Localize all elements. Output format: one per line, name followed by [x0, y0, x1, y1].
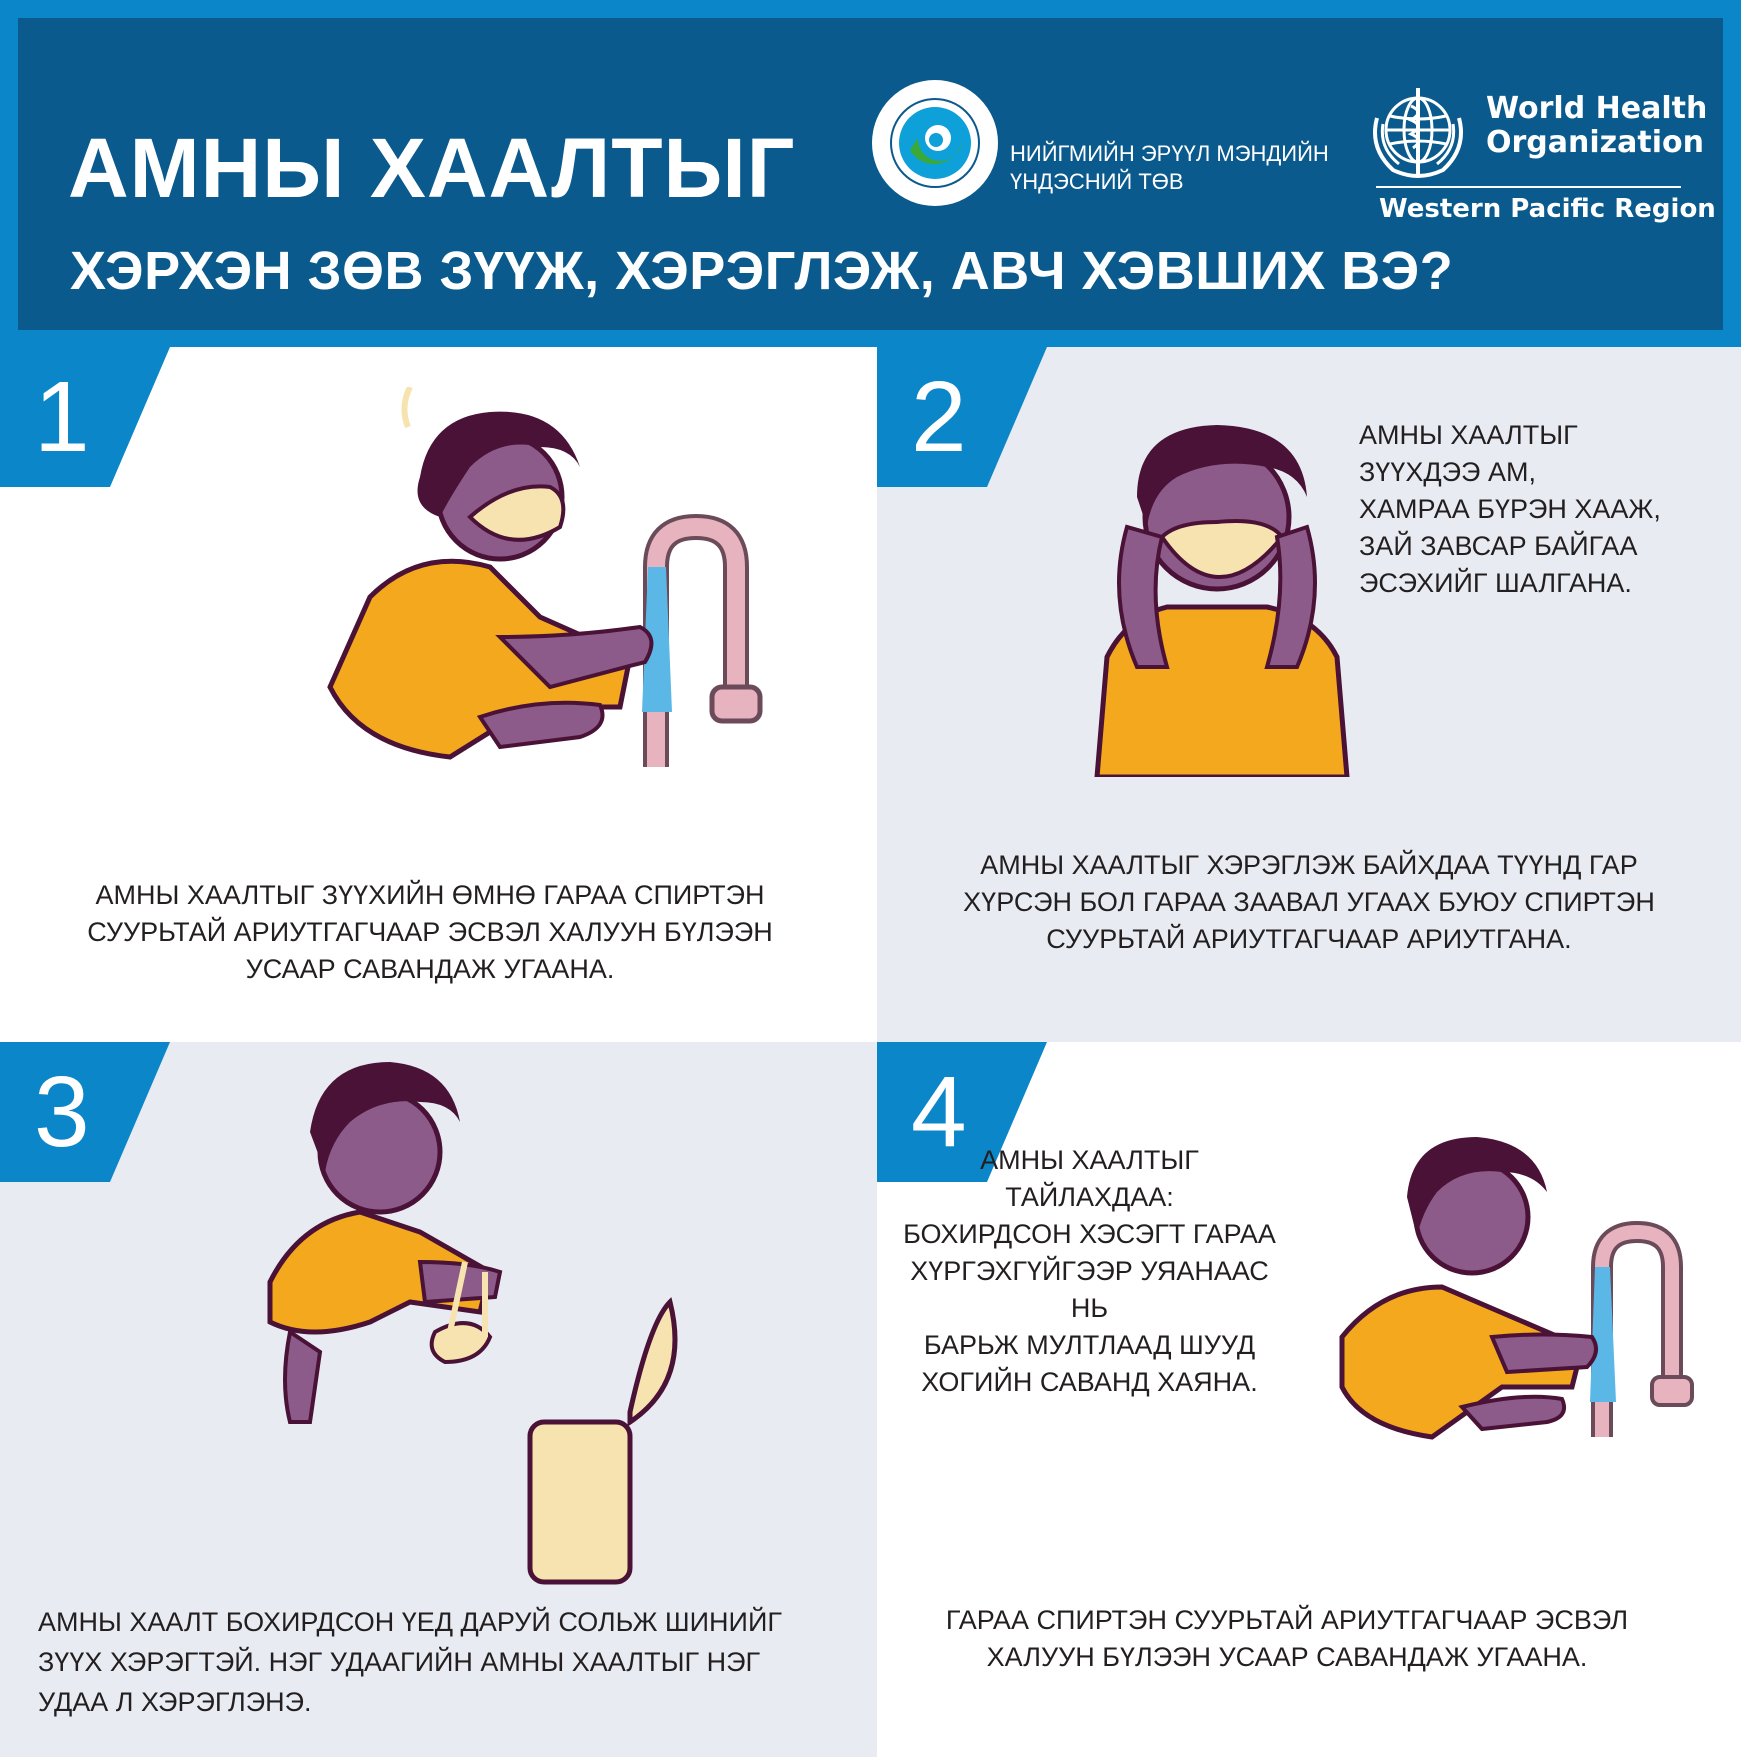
disposing-mask-person-icon [250, 1062, 690, 1622]
caption-line: ХҮРСЭН БОЛ ГАРАА ЗААВАЛ УГААХ БУЮУ СПИРТЭН [963, 887, 1655, 917]
fitting-mask-person-icon [1067, 417, 1367, 777]
side-note-line: ХҮРГЭХГҮЙГЭЭР УЯАНААС НЬ [910, 1256, 1269, 1323]
nchp-name-line: ҮНДЭСНИЙ ТӨВ [1010, 169, 1184, 194]
step-caption [38, 1602, 858, 1722]
caption-line: ХАЛУУН БҮЛЭЭН УСААР САВАНДАЖ УГААНА. [986, 1642, 1588, 1672]
side-note-line: БОХИРДСОН ХЭСЭГТ ГАРАА [903, 1219, 1276, 1249]
step-number: 3 [34, 1056, 90, 1168]
handwashing-person-icon [300, 387, 780, 807]
caption-line: АМНЫ ХААЛТЫГ ЗҮҮХИЙН ӨМНӨ ГАРАА СПИРТЭН [95, 880, 765, 910]
step-caption [30, 877, 830, 988]
step-caption [897, 847, 1721, 958]
caption-line: АМНЫ ХААЛТЫГ ХЭРЭГЛЭЖ БАЙХДАА ТҮҮНД ГАР [980, 850, 1638, 880]
caption-line: АМНЫ ХААЛТ БОХИРДСОН ҮЕД ДАРУЙ СОЛЬЖ ШИНИЙГ [38, 1607, 782, 1637]
who-region: Western Pacific Region [1379, 194, 1716, 224]
step-side-note [1359, 417, 1719, 602]
step-panel-3 [0, 1042, 877, 1757]
caption-line: ГАРАА СПИРТЭН СУУРЬТАЙ АРИУТГАГЧААР ЭСВЭЛ [945, 1605, 1629, 1635]
side-note-line: ЭСЭХИЙГ ШАЛГАНА. [1359, 568, 1632, 598]
caption-line: УДАА Л ХЭРЭГЛЭНЭ. [38, 1687, 312, 1717]
nchp-logo-icon [870, 78, 1000, 208]
side-note-line: ХОГИЙН САВАНД ХАЯНА. [921, 1367, 1258, 1397]
step-number: 4 [911, 1056, 967, 1168]
step-panel-2 [877, 347, 1741, 1042]
who-name [1486, 92, 1707, 160]
nchp-name [1010, 140, 1329, 196]
who-name-line: Organization [1486, 125, 1704, 160]
page-subtitle: ХЭРХЭН ЗӨВ ЗҮҮЖ, ХЭРЭГЛЭЖ, АВЧ ХЭВШИХ ВЭ? [70, 241, 1454, 301]
step-number: 2 [911, 361, 967, 473]
side-note-line: ЗҮҮХДЭЭ АМ, [1359, 457, 1536, 487]
side-note-line: АМНЫ ХААЛТЫГ [1359, 420, 1578, 450]
step-number: 1 [34, 361, 90, 473]
who-name-line: World Health [1486, 91, 1708, 126]
side-note-line: ХАМРАА БҮРЭН ХААЖ, [1359, 494, 1661, 524]
caption-line: СУУРЬТАЙ АРИУТГАГЧААР ЭСВЭЛ ХАЛУУН БҮЛЭЭН [87, 917, 773, 947]
handwashing-after-removal-icon [1322, 1137, 1722, 1497]
side-note-line: ЗАЙ ЗАВСАР БАЙГАА [1359, 531, 1638, 561]
side-note-line: АМНЫ ХААЛТЫГ ТАЙЛАХДАА: [980, 1145, 1199, 1212]
step-panel-1 [0, 347, 877, 1042]
caption-line: УСААР САВАНДАЖ УГААНА. [245, 954, 615, 984]
caption-line: ЗҮҮХ ХЭРЭГТЭЙ. НЭГ УДААГИЙН АМНЫ ХААЛТЫГ НЭГ [38, 1647, 761, 1677]
header-banner [18, 18, 1723, 330]
side-note-line: БАРЬЖ МУЛТЛААД ШУУД [923, 1330, 1256, 1360]
step-side-note [897, 1142, 1282, 1401]
caption-line: СУУРЬТАЙ АРИУТГАГЧААР АРИУТГАНА. [1046, 924, 1572, 954]
who-emblem-icon [1363, 78, 1473, 188]
step-caption [897, 1602, 1677, 1676]
step-panel-4 [877, 1042, 1741, 1757]
who-divider [1376, 186, 1681, 188]
page-title: АМНЫ ХААЛТЫГ [68, 121, 796, 215]
nchp-name-line: НИЙГМИЙН ЭРҮҮЛ МЭНДИЙН [1010, 141, 1329, 166]
